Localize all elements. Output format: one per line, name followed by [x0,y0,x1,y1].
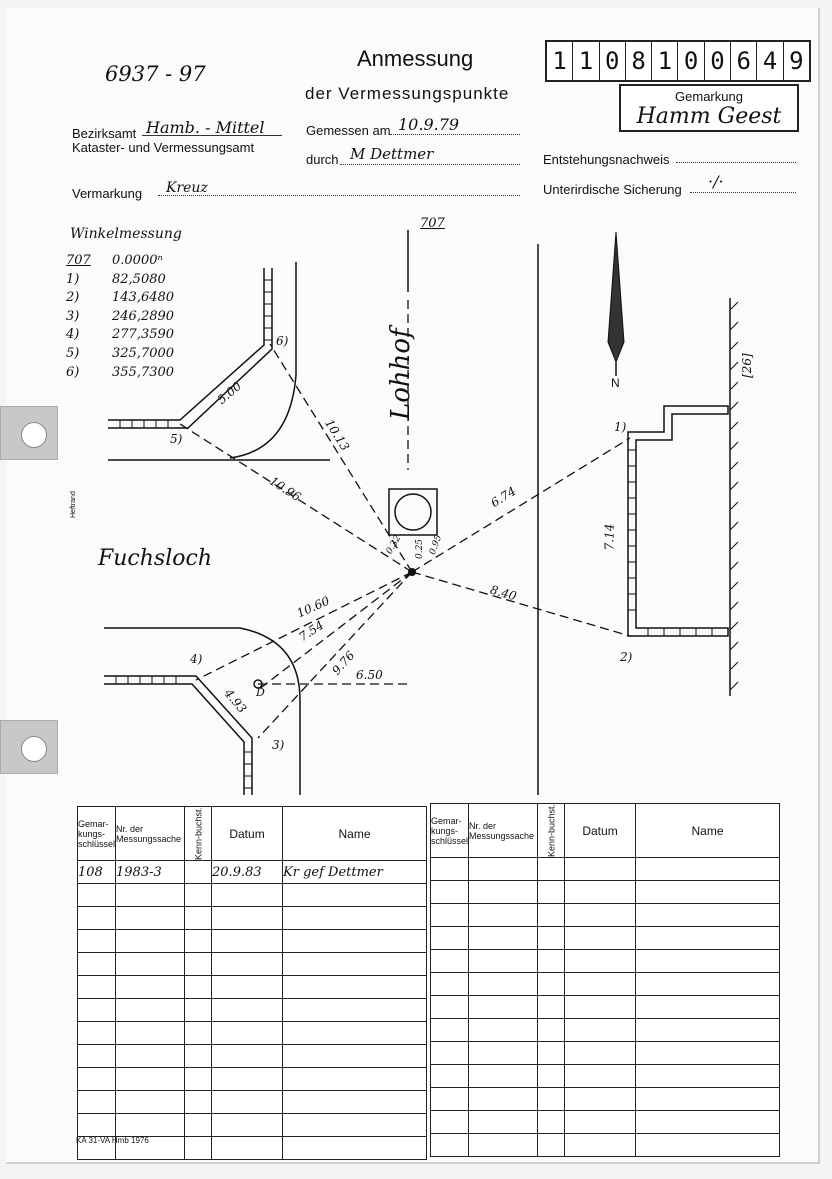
table-row [431,881,780,904]
distance-label: 6.50 [356,668,383,682]
distance-label: 10.60 [294,593,332,621]
doc-digit: 4 [757,42,783,80]
gemessen-label: Gemessen am [306,123,391,138]
angle-value: 325,7000 [112,345,175,361]
house-number: [26] [740,353,754,378]
distance-label: 10.96 [266,473,304,505]
col-header-datum: Datum [565,804,636,858]
table-row [431,1088,780,1111]
doc-digit: 1 [573,42,599,80]
angle-id: 1) [66,271,80,287]
distance-label: 8.40 [488,582,519,604]
vermarkung-value: Kreuz [166,180,208,196]
curb-lower-inner [104,684,244,795]
table-row [431,1065,780,1088]
street-name-fuchsloch: Fuchsloch [98,546,212,571]
angle-value: 0.0000ⁿ [112,253,163,268]
table-row [78,1045,427,1068]
point-label-1: 1) [614,420,627,434]
gemarkung-label: Gemarkung [675,89,743,104]
table-row [431,927,780,950]
manhole-circle [395,494,431,530]
unterirdisch-label: Unterirdische Sicherung [543,182,682,197]
angle-value: 355,7300 [112,364,175,380]
col-header-name: Name [283,807,427,861]
durch-label: durch [306,152,339,167]
point-label-4: 4) [190,652,203,666]
doc-digit: 8 [626,42,652,80]
angle-id: 3) [66,308,80,324]
angle-id: 2) [66,290,80,306]
col-header-nr: Nr. der Messungssache [116,807,185,861]
gemarkung-value: Hamm Geest [636,104,782,129]
station-label: 707 [420,216,445,231]
curb-top-left-outer [108,268,264,420]
distance-label: 7.14 [602,523,617,551]
table-row [431,973,780,996]
col-header-nr: Nr. der Messungssache [469,804,538,858]
angle-id: 4) [66,327,80,343]
unterirdisch-value: ·/· [708,172,724,191]
gemessen-value: 10.9.79 [398,115,460,134]
table-row [78,1022,427,1045]
cell-nr: 1983-3 [116,861,185,884]
table-row [431,1042,780,1065]
point-label-3: 3) [272,738,285,752]
point-label-5: 5) [170,432,183,446]
doc-digit: 6 [731,42,757,80]
table-row [431,1019,780,1042]
register-table-left [77,806,427,1160]
angle-id: 6) [66,364,80,380]
angle-id: 707 [66,253,91,268]
table-row [78,1114,427,1137]
kataster-label: Kataster- und Vermessungsamt [72,140,255,155]
form-code: KA 31-VA Hmb 1976 [76,1136,149,1145]
point-label-d: D [256,686,265,699]
col-header-kenn: Kenn-buchst. [538,804,565,858]
station-point-707 [408,568,416,576]
table-row [78,930,427,953]
angle-id: 5) [66,345,80,361]
table-row [78,1068,427,1091]
ray-to-1 [412,438,630,572]
angle-value: 82,5080 [112,271,166,287]
distance-label: 0.32 [384,533,404,557]
point-label-2: 2) [620,650,633,664]
distance-label: 4.93 [221,686,250,716]
manhole-square [389,489,437,535]
winkelmessung-title: Winkelmessung [70,226,182,242]
col-header-datum: Datum [212,807,283,861]
cell-datum: 20.9.83 [212,861,283,884]
point-label-6: 6) [276,334,289,348]
heftrand-label: Heftrand [70,491,77,518]
cell-name: Kr gef Dettmer [283,861,427,884]
table-row [78,999,427,1022]
distance-label: 0.95 [427,533,445,557]
table-row [431,950,780,973]
durch-value: M Dettmer [350,145,434,163]
file-number: 6937 - 97 [105,62,206,86]
table-row [431,1111,780,1134]
table-row [78,861,427,884]
doc-digit: 0 [600,42,626,80]
ray-to-2 [412,572,630,636]
doc-digit: 9 [789,47,804,75]
cell-schluessel: 108 [78,861,116,884]
vermarkung-label: Vermarkung [72,186,143,201]
distance-label: 6.74 [488,483,519,511]
ray-to-3 [258,572,412,738]
table-row [78,884,427,907]
form-title: Anmessung [357,46,474,71]
angle-value: 277,3590 [112,327,175,343]
col-header-schluessel: Gemar-kungs-schlüssel [78,807,116,861]
doc-digit: 1 [652,42,678,80]
north-arrow-icon [608,232,624,376]
table-row [78,953,427,976]
distance-label: 7.54 [296,617,327,645]
table-row [78,1091,427,1114]
distance-label: 9.76 [329,648,358,678]
entstehung-label: Entstehungsnachweis [543,152,670,167]
col-header-schluessel: Gemar-kungs-schlüssel [431,804,469,858]
street-name-lohhof: Lohhof [386,328,416,420]
distance-label: 5.00 [214,379,245,407]
col-header-name: Name [636,804,780,858]
bezirksamt-label: Bezirksamt [72,126,137,141]
curb-top-left-inner [108,268,272,428]
col-header-kenn: Kenn-buchst. [185,807,212,861]
cell-kenn [185,861,212,884]
table-row [431,1134,780,1157]
angle-value: 246,2890 [112,308,175,324]
bezirksamt-value: Hamb. - Mittel [146,118,265,137]
north-label: N [611,376,620,390]
doc-digit: 1 [547,42,573,80]
form-subtitle: der Vermessungspunkte [305,84,510,103]
table-row [431,858,780,881]
doc-digit: 0 [678,42,704,80]
doc-digit: 0 [705,42,731,80]
angle-value: 143,6480 [112,290,175,306]
table-row [78,907,427,930]
distance-label: 0.25 [415,538,426,560]
table-row [431,904,780,927]
brick-hatching [116,280,738,788]
distance-label: 10.13 [322,416,353,454]
building-outline [628,406,728,636]
register-table-right [430,803,780,1157]
table-row [431,996,780,1019]
table-row [78,976,427,999]
